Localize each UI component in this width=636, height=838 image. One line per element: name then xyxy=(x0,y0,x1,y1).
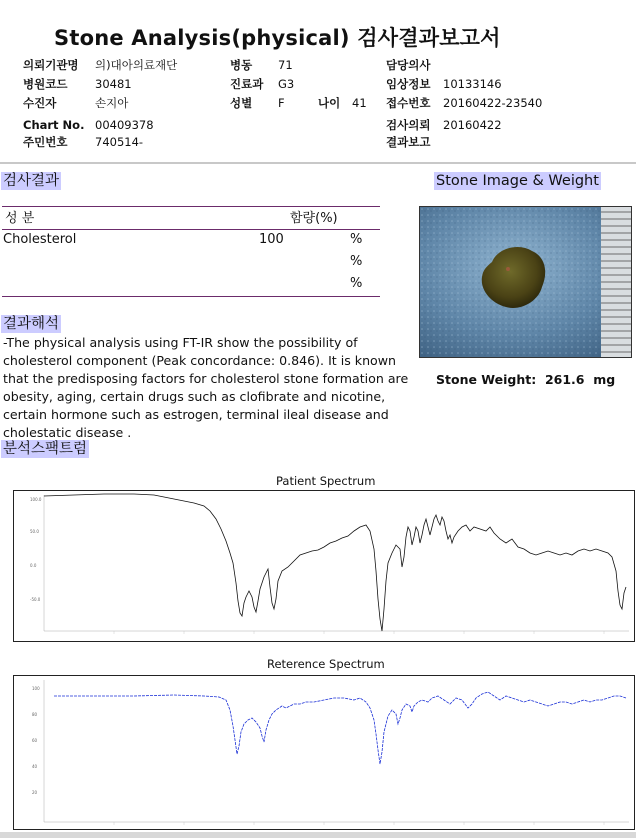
header-value: 71 xyxy=(278,58,293,72)
stone-weight-label: Stone Weight: xyxy=(436,372,537,387)
patient-spectrum-line xyxy=(44,494,626,631)
svg-text:100.0: 100.0 xyxy=(30,497,42,502)
svg-text:100: 100 xyxy=(32,686,40,691)
header-label: 접수번호 xyxy=(386,96,431,110)
header-label: 나이 xyxy=(318,96,341,110)
header-label: 주민번호 xyxy=(23,135,68,149)
stone-section-title: Stone Image & Weight xyxy=(436,173,599,189)
svg-text:40: 40 xyxy=(32,764,38,769)
header-label: 진료과 xyxy=(230,77,264,91)
results-unit: % xyxy=(350,232,363,247)
results-component: Cholesterol xyxy=(3,232,77,247)
header-label: 병동 xyxy=(230,58,253,72)
header-value: 41 xyxy=(352,96,367,110)
stone-photo xyxy=(419,206,632,358)
report-title: Stone Analysis(physical) 검사결과보고서 xyxy=(54,26,501,50)
patient-spectrum-chart xyxy=(13,490,635,642)
svg-text:50.0: 50.0 xyxy=(30,529,39,534)
header-value: 740514- xyxy=(95,135,144,149)
header-label: 검사의뢰 xyxy=(386,118,431,132)
interpretation-text: -The physical analysis using FT-IR show the possibility of cholesterol component (Peak concordance: 0.846). It is known that the predisposing factors for cholesterol stone formation are obesity, aging, certain drugs such as clofibrate and nicotine, certain hormone such as estrogen, terminal ileal disease and cholestatic disease . xyxy=(3,335,409,440)
header-value: 10133146 xyxy=(443,77,502,91)
header-label: 의뢰기관명 xyxy=(23,58,79,72)
results-col-content: 함량(%) xyxy=(290,211,338,226)
results-col-component: 성 분 xyxy=(5,211,35,226)
header-value: 손지아 xyxy=(95,96,129,110)
reference-spectrum-line xyxy=(54,692,626,764)
results-section-title: 검사결과 xyxy=(3,173,60,189)
header-label: 수진자 xyxy=(23,96,57,110)
patient-spectrum-title: Patient Spectrum xyxy=(276,474,376,488)
interpretation-section-title: 결과해석 xyxy=(3,316,60,332)
results-bottom-rule xyxy=(2,296,380,297)
svg-text:60: 60 xyxy=(32,738,38,743)
stone-weight-value: 261.6 xyxy=(544,372,585,387)
header-label: 결과보고 xyxy=(386,135,431,149)
header-value: 의)대아의료재단 xyxy=(95,58,178,72)
header-value: 30481 xyxy=(95,77,132,91)
header-value: 20160422 xyxy=(443,118,502,132)
stone-weight xyxy=(436,372,615,387)
results-unit: % xyxy=(350,254,363,269)
results-unit: % xyxy=(350,276,363,291)
svg-text:0.0: 0.0 xyxy=(30,563,37,568)
header-value: 00409378 xyxy=(95,118,154,132)
header-label: 담당의사 xyxy=(386,58,431,72)
header-divider xyxy=(0,162,636,164)
header-value: 20160422-23540 xyxy=(443,96,543,110)
results-header-rule xyxy=(2,229,380,230)
stone-weight-unit: mg xyxy=(593,372,616,387)
header-label: 성별 xyxy=(230,96,253,110)
svg-text:20: 20 xyxy=(32,790,38,795)
svg-text:-50.0: -50.0 xyxy=(30,597,41,602)
header-label: 임상정보 xyxy=(386,77,431,91)
results-value: 100 xyxy=(259,232,284,247)
header-label: Chart No. xyxy=(23,118,85,132)
header-value: F xyxy=(278,96,285,110)
spectrum-section-title: 분석스팩트럼 xyxy=(3,441,88,457)
reference-spectrum-title: Reterence Spectrum xyxy=(267,657,385,671)
svg-text:80: 80 xyxy=(32,712,38,717)
header-label: 병원코드 xyxy=(23,77,68,91)
header-value: G3 xyxy=(278,77,295,91)
reference-spectrum-chart xyxy=(13,675,635,830)
footer-bar xyxy=(0,832,636,838)
